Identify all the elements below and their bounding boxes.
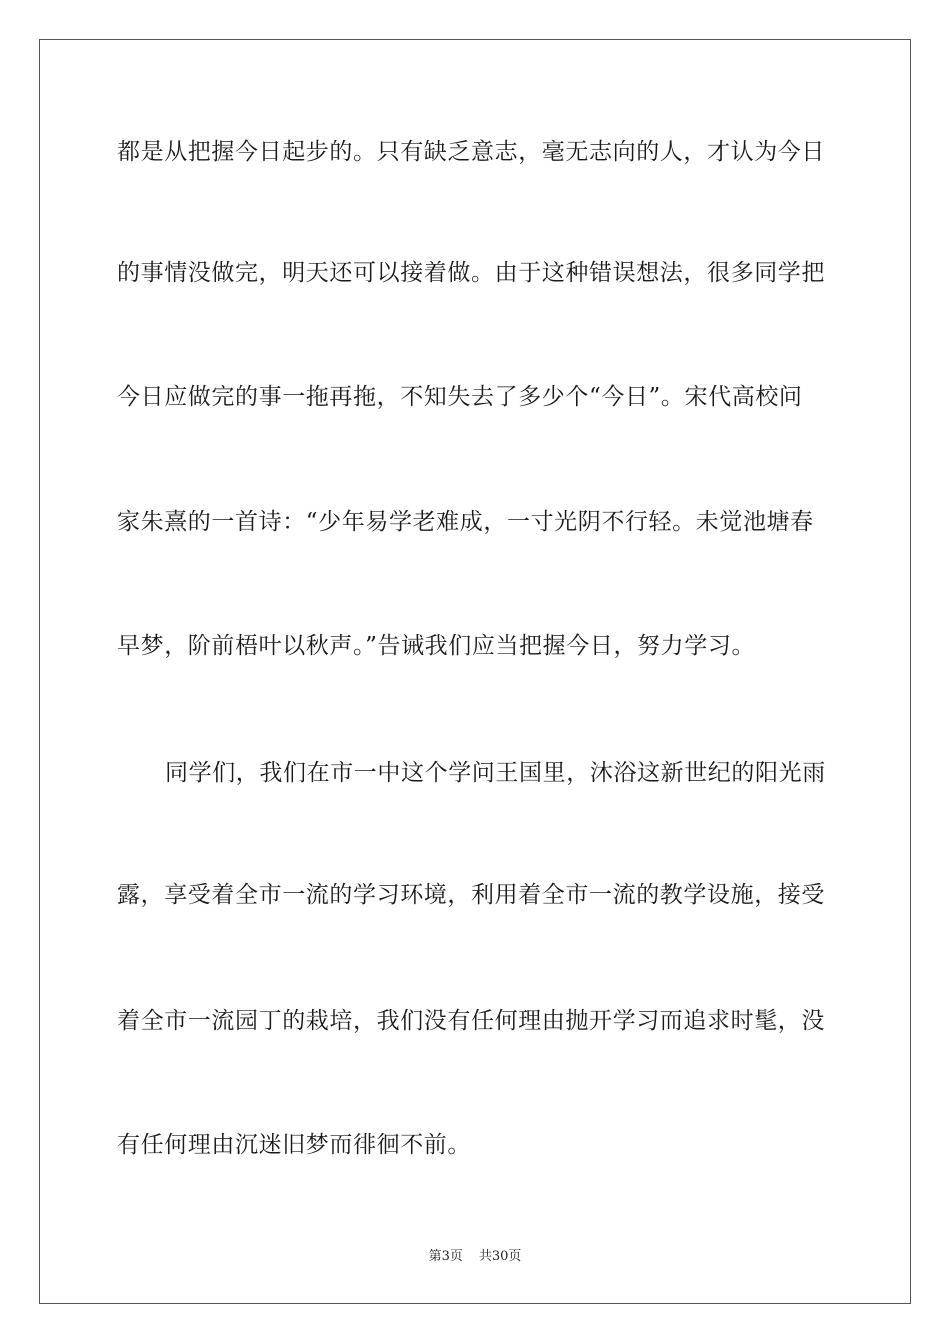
- body-text-line: 家朱熹的一首诗：“少年易学老难成，一寸光阴不行轻。未觉池塘春: [117, 509, 814, 535]
- total-pages: 共30页: [478, 1249, 522, 1264]
- body-text-line: 露，享受着全市一流的学习环境，利用着全市一流的教学设施，接受: [117, 882, 825, 908]
- body-text-line: 有任何理由沉迷旧梦而徘徊不前。: [117, 1132, 471, 1158]
- body-text-line: 今日应做完的事一拖再拖，不知失去了多少个“今日”。宋代高校问: [117, 384, 803, 410]
- page-number: 第3页: [428, 1249, 463, 1264]
- body-text-line: 都是从把握今日起步的。只有缺乏意志，毫无志向的人，才认为今日: [117, 139, 825, 165]
- paragraph-first-line: 同学们，我们在市一中这个学问王国里，沐浴这新世纪的阳光雨: [165, 760, 826, 786]
- body-text-line: 着全市一流园丁的栽培，我们没有任何理由抛开学习而追求时髦，没: [117, 1008, 825, 1034]
- body-text-line: 的事情没做完，明天还可以接着做。由于这种错误想法，很多同学把: [117, 260, 825, 286]
- page-border: [39, 39, 911, 1304]
- body-text-line: 早梦，阶前梧叶以秋声。”告诫我们应当把握今日，努力学习。: [117, 633, 756, 659]
- page-footer: [0, 1248, 950, 1266]
